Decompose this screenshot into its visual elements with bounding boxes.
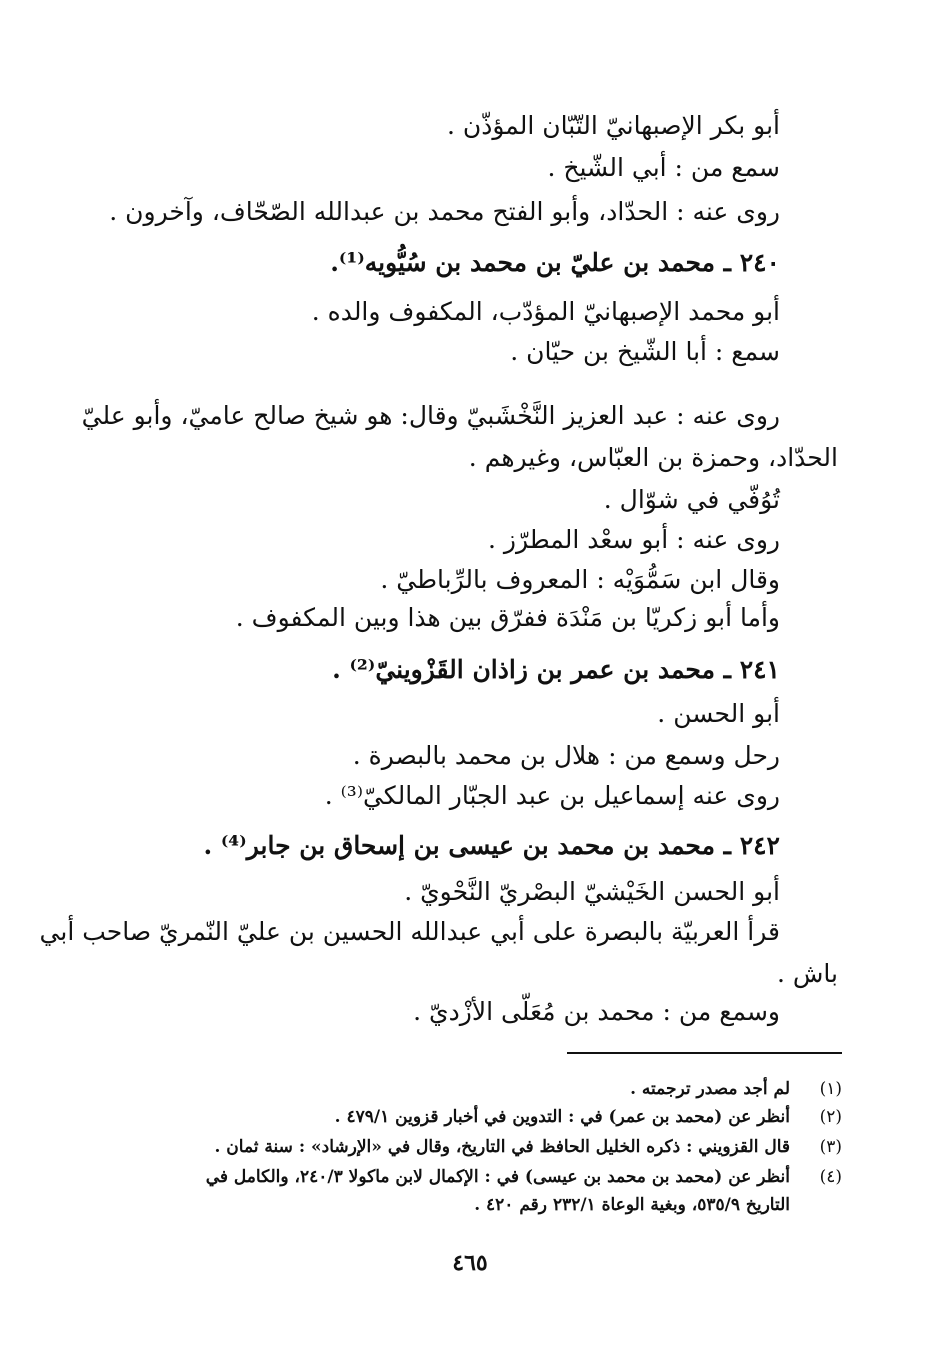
footnote-number: (٣)	[819, 1137, 842, 1157]
footnote-number: (٤)	[819, 1167, 842, 1187]
footnote-number: (١)	[819, 1079, 842, 1099]
text-line: أبو بكر الإصبهانيّ التّبّان المؤذّن .	[446, 111, 780, 140]
footnote-text-continued: التاريخ ٥٣٥/٩، وبغية الوعاة ٢٣٢/١ رقم ٤٢٠ .	[474, 1195, 790, 1215]
text-line: روى عنه : أبو سعْد المطرّز .	[488, 525, 780, 554]
footnote-text: لم أجد مصدر ترجمته .	[630, 1079, 790, 1099]
text-line: أبو الحسن الخَيْشيّ البصْريّ النَّحْويّ .	[404, 877, 780, 906]
text-line: تُوُفّي في شوّال .	[603, 485, 780, 514]
text-line: باش .	[777, 959, 838, 988]
footnote-divider	[567, 1052, 842, 1054]
footnote-text: قال القزويني : ذكره الخليل الحافظ في التاريخ، وقال في «الإرشاد» : سنة ثمان .	[214, 1137, 790, 1157]
entry-heading-241: ٢٤١ ـ محمد بن عمر بن زاذان القَزْوينيّ⁽²⁾ .	[332, 655, 780, 684]
footnote-text: أنظر عن (محمد بن محمد بن عيسى) في : الإكمال لابن ماكولا ٢٤٠/٣، والكامل في	[205, 1167, 790, 1187]
footnote-number: (٢)	[819, 1107, 842, 1127]
text-line: روى عنه إسماعيل بن عبد الجبّار المالكيّ⁽³⁾ .	[324, 781, 780, 810]
text-line: أبو الحسن .	[657, 699, 780, 728]
text-line: روى عنه : الحدّاد، وأبو الفتح محمد بن عبدالله الصّحّاف، وآخرون .	[109, 197, 780, 226]
text-line: وقال ابن سَمُّوَيْه : المعروف بالرِّباطيّ .	[380, 565, 780, 594]
footnote-text: أنظر عن (محمد بن عمر) في : التدوين في أخبار قزوين ٤٧٩/١ .	[334, 1107, 790, 1127]
text-line: قرأ العربيّة بالبصرة على أبي عبدالله الحسين بن عليّ النّمريّ صاحب أبي	[39, 917, 780, 946]
text-line: سمع من : أبي الشّيخ .	[547, 153, 780, 182]
text-line: سمع : أبا الشّيخ بن حيّان .	[510, 337, 780, 366]
text-line: الحدّاد، وحمزة بن العبّاس، وغيرهم .	[468, 443, 838, 472]
page-number: ٤٦٥	[452, 1250, 488, 1276]
text-line: رحل وسمع من : هلال بن محمد بالبصرة .	[352, 741, 780, 770]
entry-heading-242: ٢٤٢ ـ محمد بن محمد بن عيسى بن إسحاق بن جابر⁽⁴⁾ .	[203, 831, 780, 860]
text-line: أبو محمد الإصبهانيّ المؤدّب، المكفوف والده .	[311, 297, 780, 326]
text-line: وسمع من : محمد بن مُعَلّى الأزْديّ .	[413, 997, 780, 1026]
entry-heading-240: ٢٤٠ ـ محمد بن عليّ بن محمد بن سُيُّويه⁽¹⁾.	[330, 248, 780, 277]
text-line: وأما أبو زكريّا بن مَنْدَة ففرّق بين هذا وبين المكفوف .	[235, 603, 780, 632]
text-line: روى عنه : عبد العزيز النَّخْشَبيّ وقال: هو شيخ صالح عاميّ، وأبو عليّ	[81, 401, 780, 430]
